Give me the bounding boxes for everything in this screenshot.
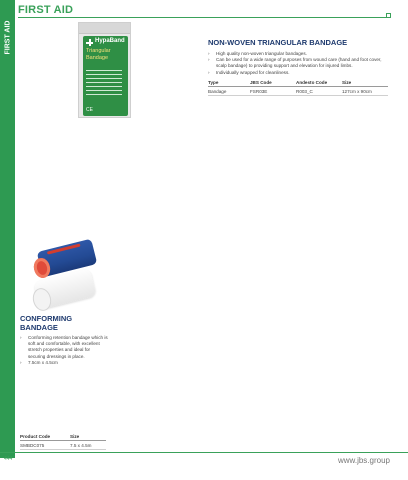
table-cell: R003_C <box>296 87 342 96</box>
header-divider <box>18 17 388 18</box>
ce-mark: CE <box>86 107 93 113</box>
side-tab-label: FIRST AID <box>4 20 12 55</box>
table-cell: Bandage <box>208 87 250 96</box>
pack-name <box>86 48 111 62</box>
column-header: Size <box>342 78 388 87</box>
column-header: Type <box>208 78 250 87</box>
product-title: CONFORMING BANDAGE <box>20 314 73 332</box>
pack-label <box>83 36 128 116</box>
bullet-item: › High quality non-woven triangular bandages. <box>208 51 388 57</box>
side-tab <box>0 0 15 458</box>
column-header: Size <box>70 432 106 441</box>
pack-name-line: Triangular <box>86 48 111 54</box>
column-header: Andesto Code <box>296 78 342 87</box>
table-cell: 7.5 x 4.5m <box>70 441 106 450</box>
website-link[interactable]: www.jbs.group <box>337 456 390 465</box>
product-spec-table <box>208 78 388 96</box>
bullet-item: › Individually wrapped for cleanliness. <box>208 70 388 76</box>
first-aid-cross-icon <box>86 39 93 46</box>
table-cell: 127cm x 90cm <box>342 87 388 96</box>
table-cell: SMBDC075 <box>20 441 70 450</box>
table-header-row <box>20 432 106 441</box>
bullet-item: › 7.5cm x 4.5cm <box>20 360 108 366</box>
section-title: FIRST AID <box>18 4 74 16</box>
column-header: JBS Code <box>250 78 296 87</box>
bullet-item: › Conforming retention bandage which is soft and comfortable, with excellent stretch properties and ideal for securing dressings in place. <box>20 335 108 360</box>
product-title: NON-WOVEN TRIANGULAR BANDAGE <box>208 38 348 47</box>
triangular-bandage-image <box>78 22 131 118</box>
product-bullets <box>208 51 388 76</box>
wrapper-stripe <box>47 243 81 254</box>
page-number: 444 <box>4 456 13 462</box>
pack-name-line: Bandage <box>86 55 109 61</box>
pack-brand: HypaBand <box>95 38 125 44</box>
pack-print-lines <box>86 70 122 98</box>
product-bullets <box>20 335 108 366</box>
footer-divider <box>0 452 408 453</box>
table-cell: FSR03E <box>250 87 296 96</box>
header-divider-end <box>386 13 391 18</box>
table-row <box>20 441 106 450</box>
table-row <box>208 87 388 96</box>
bullet-item: › Can be used for a wide range of purposes from wound care (hand and foot cover, scalp bandage) to providing support and elevation for injured limbs. <box>208 57 388 69</box>
pack-seal <box>79 23 130 34</box>
product-spec-table <box>20 432 106 450</box>
table-header-row <box>208 78 388 87</box>
column-header: Product Code <box>20 432 70 441</box>
